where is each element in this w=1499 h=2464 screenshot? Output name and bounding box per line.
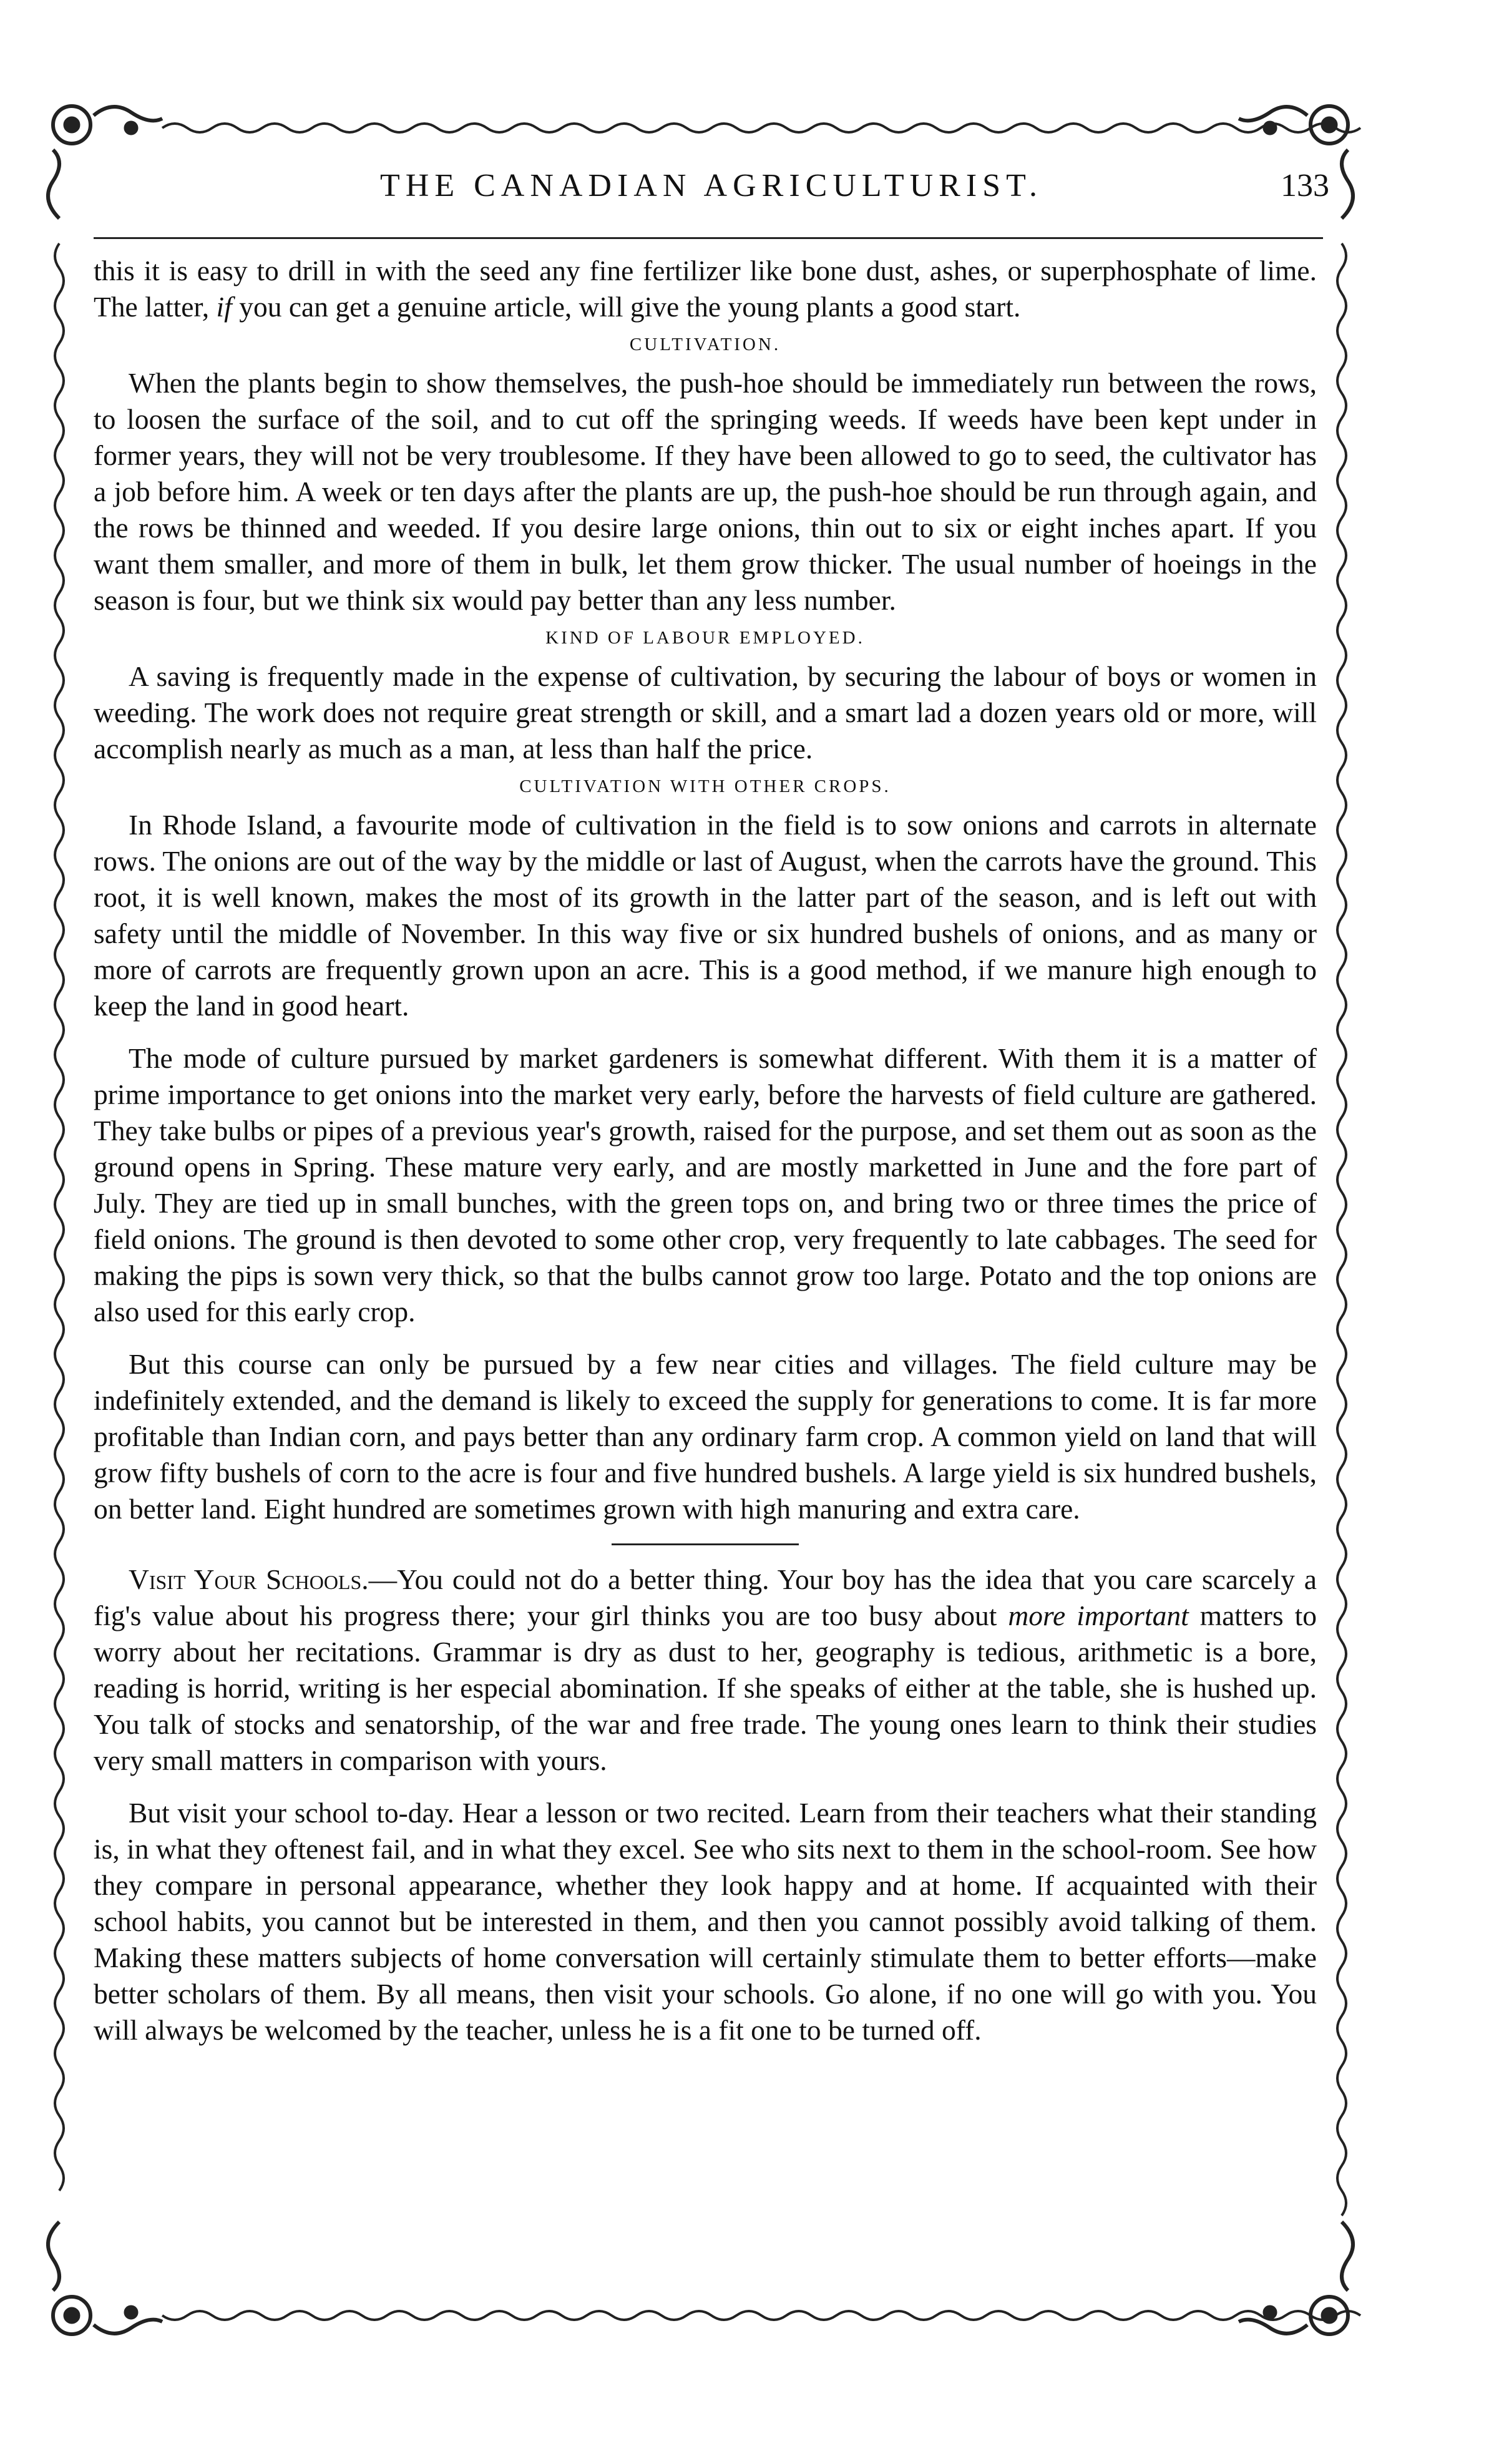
cultivation-heading: CULTIVATION. bbox=[629, 335, 781, 354]
market-gardeners-paragraph: The mode of culture pursued by market gardeners is somewhat different. With them it is a matter of prime importance to get onions into the market very early, before the harvests of field culture are gathered. They take bulbs or pipes of a previous year's growth, raised for the purpose, and set them out as soon as the ground opens in Spring. These mature very early, and are mostly marketted in June and the fore part of July. They are tied up in small bunches, with the green tops on, and bring two or three times the price of field onions. The ground is then devoted to some other crop, very frequently to late cabbages. The seed for making the pips is sown very thick, so that the bulbs cannot grow too large. Potato and the top onions are also used for this early crop. bbox=[94, 1042, 1317, 1327]
rhode-island-paragraph: In Rhode Island, a favourite mode of cultivation in the field is to sow onions and carrots in alternate rows. The onions are out of the way by the middle or last of August, when the carrots have the ground. This root, it is well known, makes the most of its growth in the latter part of the season, and is left out with safety until the middle of November. In this way five or six hundred bushels of onions, and as many or more of carrots are frequently grown upon an acre. This is a good method, if we manure high enough to keep the land in good heart. bbox=[94, 809, 1317, 1022]
field-culture-paragraph: But this course can only be pursued by a few near cities and villages. The field culture may be indefinitely extended, and the demand is likely to exceed the supply for generations to come. It is far more profitable than Indian corn, and pays better than any ordinary farm crop. A common yield on land that will grow fifty bushels of corn to the acre is four and five hundred bushels. A large yield is six hundred bushels, on better land. Eight hundred are sometimes grown with high manuring and extra care. bbox=[94, 1348, 1317, 1525]
running-header bbox=[94, 167, 1329, 211]
intro-paragraph: this it is easy to drill in with the seed any fine fertilizer like bone dust, ashes, or superphosphate of lime. The latter, if you can get a genuine article, will give the young plants a good start. bbox=[94, 255, 1317, 323]
visit-school-today-paragraph: But visit your school to-day. Hear a lesson or two recited. Learn from their teachers what their standing is, in what they oftenest fail, and in what they excel. See who sits next to them in the school-room. See how they compare in personal appearance, whether they look happy and at home. If acquainted with their school habits, you cannot but be interested in them, and then you cannot possibly avoid talking of them. Making these matters subjects of home conversation will certainly stimulate them to better efforts—make better scholars of them. By all means, then visit your schools. Go alone, if no one will go with you. You will always be welcomed by the teacher, unless he is a fit one to be turned off. bbox=[94, 1797, 1317, 2046]
header-rule bbox=[94, 237, 1323, 239]
visit-schools-paragraph: Visit Your Schools.—You could not do a better thing. Your boy has the idea that you care scarcely a fig's value about his progress there; your girl thinks you are too busy about more important matters to worry about her recitations. Grammar is dry as dust to her, geography is tedious, arithmetic is a bore, reading is horrid, writing is her especial abomination. If she speaks of either at the table, she is hushed up. You talk of stocks and senatorship, of the war and free trade. The young ones learn to think their studies very small matters in comparison with yours. bbox=[94, 1563, 1317, 1776]
labour-heading: KIND OF LABOUR EMPLOYED. bbox=[545, 628, 865, 648]
other-crops-heading: CULTIVATION WITH OTHER CROPS. bbox=[519, 776, 891, 796]
cultivation-paragraph: When the plants begin to show themselves, the push-hoe should be immediately run between the rows, to loosen the surface of the soil, and to cut off the springing weeds. If weeds have been kept under in former years, they will not be very troublesome. If they have been allowed to go to seed, the cultivator has a job before him. A week or ten days after the plants are up, the push-hoe should be run through again, and the rows be thinned and weeded. If you desire large onions, thin out to six or eight inches apart. If you want them smaller, and more of them in bulk, let them grow thicker. The usual number of hoeings in the season is four, but we think six would pay better than any less number. bbox=[94, 367, 1317, 616]
article-body bbox=[94, 253, 1317, 2048]
corner-ornament-bottom-right bbox=[1239, 2222, 1353, 2334]
journal-title: THE CANADIAN AGRICULTURIST. bbox=[380, 168, 1043, 203]
labour-paragraph: A saving is frequently made in the expense of cultivation, by securing the labour of boys or women in weeding. The work does not require great strength or skill, and a smart lad a dozen years old or more, will accomplish nearly as much as a man, at less than half the price. bbox=[94, 660, 1317, 765]
visit-schools-title: Visit Your Schools. bbox=[129, 1563, 369, 1595]
page-number: 133 bbox=[1281, 168, 1329, 203]
corner-ornament-bottom-left bbox=[48, 2222, 162, 2334]
section-divider bbox=[612, 1543, 799, 1545]
